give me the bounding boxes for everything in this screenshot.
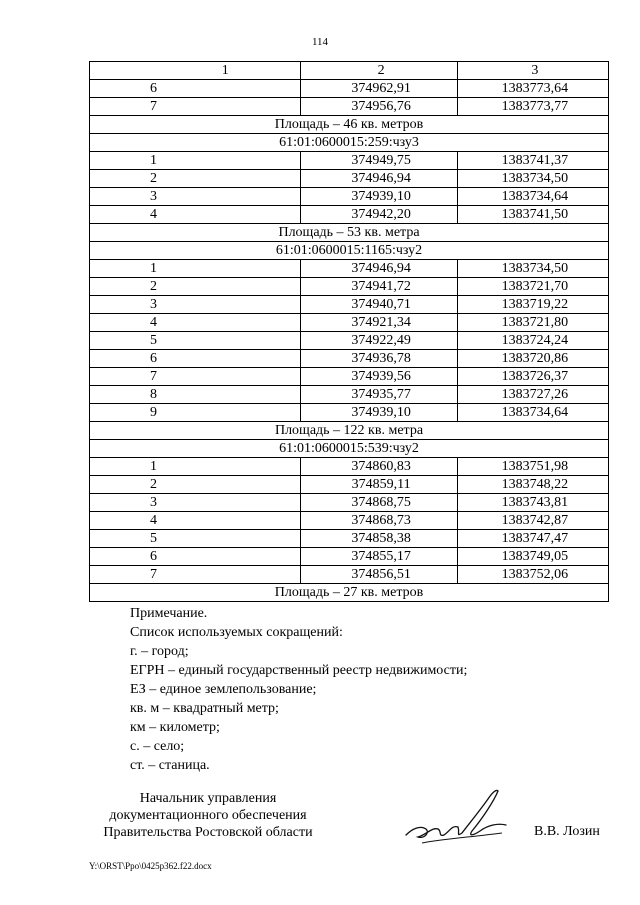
table-header-row: [90, 62, 609, 80]
table-row: [90, 260, 609, 278]
x-coordinate-cell: 374935,77: [301, 386, 457, 404]
header-cell-2: 2: [301, 62, 457, 80]
notes-title: Примечание.: [130, 606, 208, 621]
point-number-cell: 5: [90, 530, 301, 548]
x-coordinate-cell: 374860,83: [301, 458, 457, 476]
x-coordinate-cell: 374939,10: [301, 188, 457, 206]
table-row: [90, 404, 609, 422]
y-coordinate-cell: 1383719,22: [457, 296, 608, 314]
table-row: [90, 278, 609, 296]
span-cell: 61:01:0600015:259:чзу3: [90, 134, 609, 152]
point-number-cell: 7: [90, 566, 301, 584]
y-coordinate-cell: 1383734,64: [457, 188, 608, 206]
x-coordinate-cell: 374858,38: [301, 530, 457, 548]
handwritten-signature: [402, 785, 512, 855]
point-number-cell: 7: [90, 368, 301, 386]
x-coordinate-cell: 374962,91: [301, 80, 457, 98]
y-coordinate-cell: 1383734,50: [457, 260, 608, 278]
x-coordinate-cell: 374856,51: [301, 566, 457, 584]
x-coordinate-cell: 374940,71: [301, 296, 457, 314]
point-number-cell: 3: [90, 296, 301, 314]
y-coordinate-cell: 1383741,50: [457, 206, 608, 224]
x-coordinate-cell: 374941,72: [301, 278, 457, 296]
x-coordinate-cell: 374949,75: [301, 152, 457, 170]
span-cell: Площадь – 53 кв. метра: [90, 224, 609, 242]
point-number-cell: 3: [90, 188, 301, 206]
point-number-cell: 8: [90, 386, 301, 404]
point-number-cell: 1: [90, 260, 301, 278]
table-row: [90, 80, 609, 98]
point-number-cell: 2: [90, 476, 301, 494]
y-coordinate-cell: 1383741,37: [457, 152, 608, 170]
x-coordinate-cell: 374921,34: [301, 314, 457, 332]
table-row: [90, 314, 609, 332]
point-number-cell: 6: [90, 548, 301, 566]
span-cell: Площадь – 122 кв. метра: [90, 422, 609, 440]
file-path: Y:\ORST\Ppo\0425p362.f22.docx: [89, 861, 212, 871]
point-number-cell: 7: [90, 98, 301, 116]
y-coordinate-cell: 1383720,86: [457, 350, 608, 368]
span-cell: 61:01:0600015:539:чзу2: [90, 440, 609, 458]
table-row: [90, 530, 609, 548]
y-coordinate-cell: 1383727,26: [457, 386, 608, 404]
point-number-cell: 4: [90, 206, 301, 224]
y-coordinate-cell: 1383721,70: [457, 278, 608, 296]
position-line: документационного обеспечения: [109, 808, 307, 823]
point-number-cell: 9: [90, 404, 301, 422]
table-row: [90, 332, 609, 350]
y-coordinate-cell: 1383773,64: [457, 80, 608, 98]
abbreviations-list: [130, 623, 467, 775]
abbreviation-line: ЕЗ – единое землепользование;: [130, 682, 317, 697]
table-span-row: [90, 440, 609, 458]
point-number-cell: 1: [90, 458, 301, 476]
span-cell: Площадь – 46 кв. метров: [90, 116, 609, 134]
y-coordinate-cell: 1383752,06: [457, 566, 608, 584]
header-cell-3: 3: [457, 62, 608, 80]
abbreviation-line: Список используемых сокращений:: [130, 625, 343, 640]
x-coordinate-cell: 374946,94: [301, 260, 457, 278]
x-coordinate-cell: 374855,17: [301, 548, 457, 566]
signatory-position: [92, 790, 324, 841]
span-cell: Площадь – 27 кв. метров: [90, 584, 609, 602]
header-cell-1: 1: [90, 62, 301, 80]
point-number-cell: 2: [90, 278, 301, 296]
x-coordinate-cell: 374922,49: [301, 332, 457, 350]
position-line: Начальник управления: [139, 791, 277, 806]
table-row: [90, 386, 609, 404]
abbreviation-line: с. – село;: [130, 739, 185, 754]
y-coordinate-cell: 1383726,37: [457, 368, 608, 386]
table-row: [90, 458, 609, 476]
y-coordinate-cell: 1383749,05: [457, 548, 608, 566]
x-coordinate-cell: 374936,78: [301, 350, 457, 368]
table-row: [90, 512, 609, 530]
y-coordinate-cell: 1383743,81: [457, 494, 608, 512]
point-number-cell: 5: [90, 332, 301, 350]
table-row: [90, 98, 609, 116]
y-coordinate-cell: 1383751,98: [457, 458, 608, 476]
table-span-row: [90, 224, 609, 242]
x-coordinate-cell: 374868,75: [301, 494, 457, 512]
position-line: Правительства Ростовской области: [103, 825, 313, 840]
abbreviation-line: км – километр;: [130, 720, 220, 735]
signatory-name: В.В. Лозин: [534, 824, 600, 839]
table-row: [90, 548, 609, 566]
y-coordinate-cell: 1383734,64: [457, 404, 608, 422]
y-coordinate-cell: 1383721,80: [457, 314, 608, 332]
table-row: [90, 368, 609, 386]
table-row: [90, 494, 609, 512]
table-span-row: [90, 116, 609, 134]
coordinates-table: [89, 61, 609, 602]
y-coordinate-cell: 1383773,77: [457, 98, 608, 116]
table-span-row: [90, 242, 609, 260]
table-row: [90, 206, 609, 224]
y-coordinate-cell: 1383734,50: [457, 170, 608, 188]
x-coordinate-cell: 374942,20: [301, 206, 457, 224]
table-row: [90, 170, 609, 188]
abbreviation-line: г. – город;: [130, 644, 189, 659]
y-coordinate-cell: 1383747,47: [457, 530, 608, 548]
abbreviation-line: ст. – станица.: [130, 758, 210, 773]
y-coordinate-cell: 1383748,22: [457, 476, 608, 494]
point-number-cell: 4: [90, 314, 301, 332]
point-number-cell: 6: [90, 350, 301, 368]
notes-block: [130, 604, 467, 775]
table-span-row: [90, 584, 609, 602]
y-coordinate-cell: 1383724,24: [457, 332, 608, 350]
point-number-cell: 2: [90, 170, 301, 188]
x-coordinate-cell: 374956,76: [301, 98, 457, 116]
x-coordinate-cell: 374939,10: [301, 404, 457, 422]
table-row: [90, 476, 609, 494]
table-row: [90, 188, 609, 206]
point-number-cell: 3: [90, 494, 301, 512]
abbreviation-line: кв. м – квадратный метр;: [130, 701, 279, 716]
abbreviation-line: ЕГРН – единый государственный реестр недвижимости;: [130, 663, 468, 678]
table-row: [90, 296, 609, 314]
table-span-row: [90, 134, 609, 152]
x-coordinate-cell: 374939,56: [301, 368, 457, 386]
page-number: 114: [311, 36, 329, 48]
span-cell: 61:01:0600015:1165:чзу2: [90, 242, 609, 260]
y-coordinate-cell: 1383742,87: [457, 512, 608, 530]
point-number-cell: 1: [90, 152, 301, 170]
table-span-row: [90, 422, 609, 440]
point-number-cell: 6: [90, 80, 301, 98]
table-row: [90, 566, 609, 584]
table-row: [90, 350, 609, 368]
point-number-cell: 4: [90, 512, 301, 530]
x-coordinate-cell: 374868,73: [301, 512, 457, 530]
x-coordinate-cell: 374859,11: [301, 476, 457, 494]
table-row: [90, 152, 609, 170]
x-coordinate-cell: 374946,94: [301, 170, 457, 188]
